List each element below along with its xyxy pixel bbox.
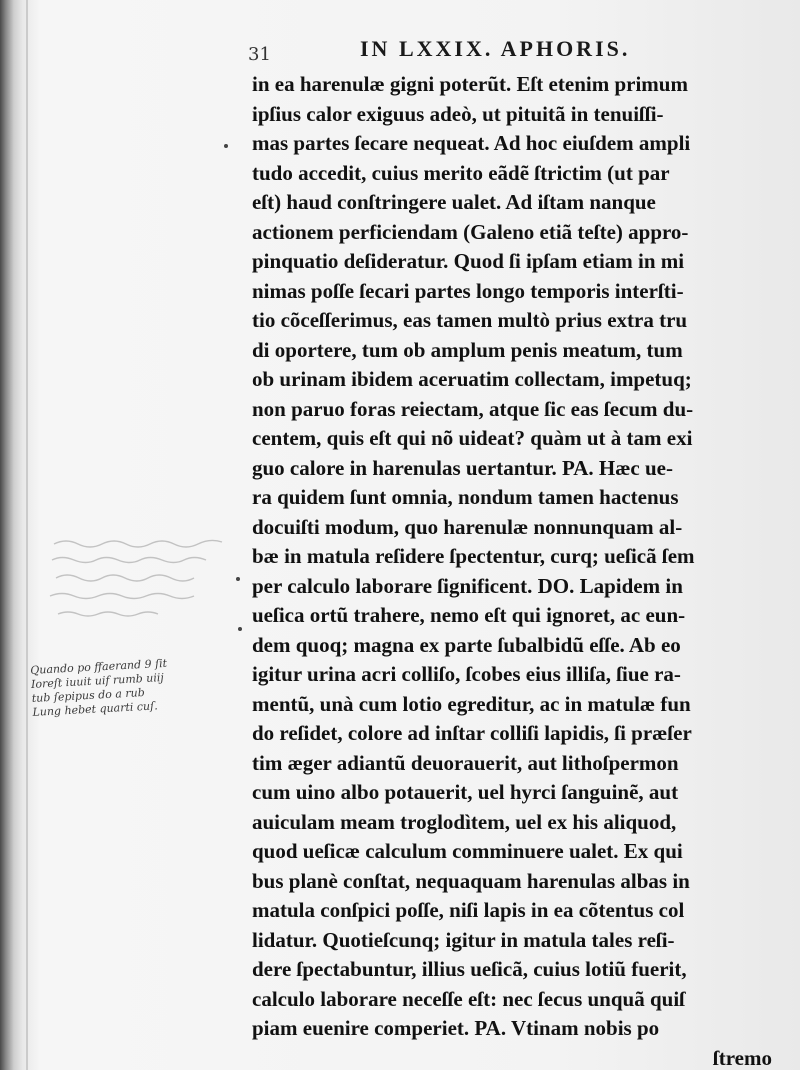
folio-number: 31 (248, 44, 271, 65)
text-line: bæ in matula reſidere ſpectentur, curq; ueſicã ſem (252, 544, 695, 568)
text-line: igitur urina acri colliſo, ſcobes eius illiſa, ſiue ra- (252, 662, 681, 686)
text-line: tio cõceſſerimus, eas tamen multò prius extra tru (252, 308, 688, 332)
gutter-line (26, 0, 28, 1070)
marginal-scribble-faint (44, 536, 240, 626)
text-line: di oportere, tum ob amplum penis meatum, tum (252, 337, 683, 362)
margin-dot (224, 144, 228, 148)
text-line: mentũ, unà cum lotio egreditur, ac in matulæ fun (252, 691, 691, 716)
text-line: nimas poſſe ſecari partes longo temporis interſti- (252, 278, 684, 303)
catchword: ſtremo (712, 1045, 772, 1070)
margin-note-line: Lung hebet quarti cuſ. (32, 699, 158, 719)
text-line: matula conſpici poſſe, niſi lapis in ea cõtentus col (252, 898, 685, 922)
text-line: ueſica ortũ trahere, nemo eſt qui ignoret, ac eun- (252, 603, 686, 627)
text-line: in ea harenulæ gigni poterũt. Eſt etenim primum (252, 72, 688, 96)
text-line: bus planè conſtat, nequaquam harenulas albas in (252, 868, 690, 893)
text-line: tudo accedit, cuius merito eãdẽ ſtrictim (ut par (252, 160, 670, 185)
text-line: ipſius calor exiguus adeò, ut pituitã in tenuiſſi- (252, 101, 664, 126)
margin-note-line: Quando po ffaerand 9 ſit (30, 656, 168, 677)
text-line: pinquatio deſideratur. Quod ſi ipſam etiam in mi (252, 249, 685, 273)
margin-note-line: tub ſepipus do a rub (31, 686, 146, 705)
text-line: docuiſti modum, quo harenulæ nonnunquam al- (252, 514, 683, 539)
text-line: calculo laborare neceſſe eſt: nec ſecus unquã quiſ (252, 986, 686, 1011)
text-line: per calculo laborare ſignificent. DO. Lapidem in (252, 573, 683, 598)
handwritten-margin-note (30, 652, 263, 720)
main-text-block (252, 70, 772, 1070)
text-line: quod ueſicæ calculum comminuere ualet. Ex qui (252, 839, 683, 863)
text-line: centem, quis eſt qui nõ uideat? quàm ut à tam exi (252, 426, 693, 450)
text-line: lidatur. Quotieſcunq; igitur in matula tales reſi- (252, 927, 675, 952)
text-line: auiculam meam troglodìtem, uel ex his aliquod, (252, 809, 677, 834)
text-line: do reſidet, colore ad inſtar colliſi lapidis, ſi præſer (252, 721, 692, 745)
text-line: actionem perficiendam (Galeno etiã teſte) appro- (252, 219, 689, 244)
text-line: ob urinam ibidem aceruatim collectam, impetuq; (252, 367, 692, 391)
text-line: piam euenire comperiet. PA. Vtinam nobis po (252, 1016, 660, 1040)
margin-dot (236, 577, 240, 581)
binding-edge (0, 0, 22, 1070)
text-line: ra quidem ſunt omnia, nondum tamen hactenus (252, 485, 679, 509)
text-line: cum uino albo potauerit, uel hyrci ſanguinẽ, aut (252, 780, 679, 804)
text-line: dere ſpectabuntur, illius ueſicã, cuius lotiũ fuerit, (252, 957, 687, 981)
text-line: tim æger adiantũ deuorauerit, aut lithoſpermon (252, 750, 679, 775)
text-line: mas partes ſecare nequeat. Ad hoc eiuſdem ampli (252, 131, 691, 155)
margin-dot (238, 627, 242, 631)
text-line: dem quoq; magna ex parte ſubalbidũ eſſe. Ab eo (252, 632, 681, 657)
running-head: IN LXXIX. APHORIS. (360, 36, 631, 61)
text-line: eſt) haud conſtringere ualet. Ad iſtam nanque (252, 190, 656, 214)
margin-note-line: Ioreſt iuuit uif rumb uiij (30, 671, 165, 691)
text-line: guo calore in harenulas uertantur. PA. Hæc ue- (252, 455, 673, 480)
text-line: non paruo foras reiectam, atque ſic eas ſecum du- (252, 396, 694, 421)
